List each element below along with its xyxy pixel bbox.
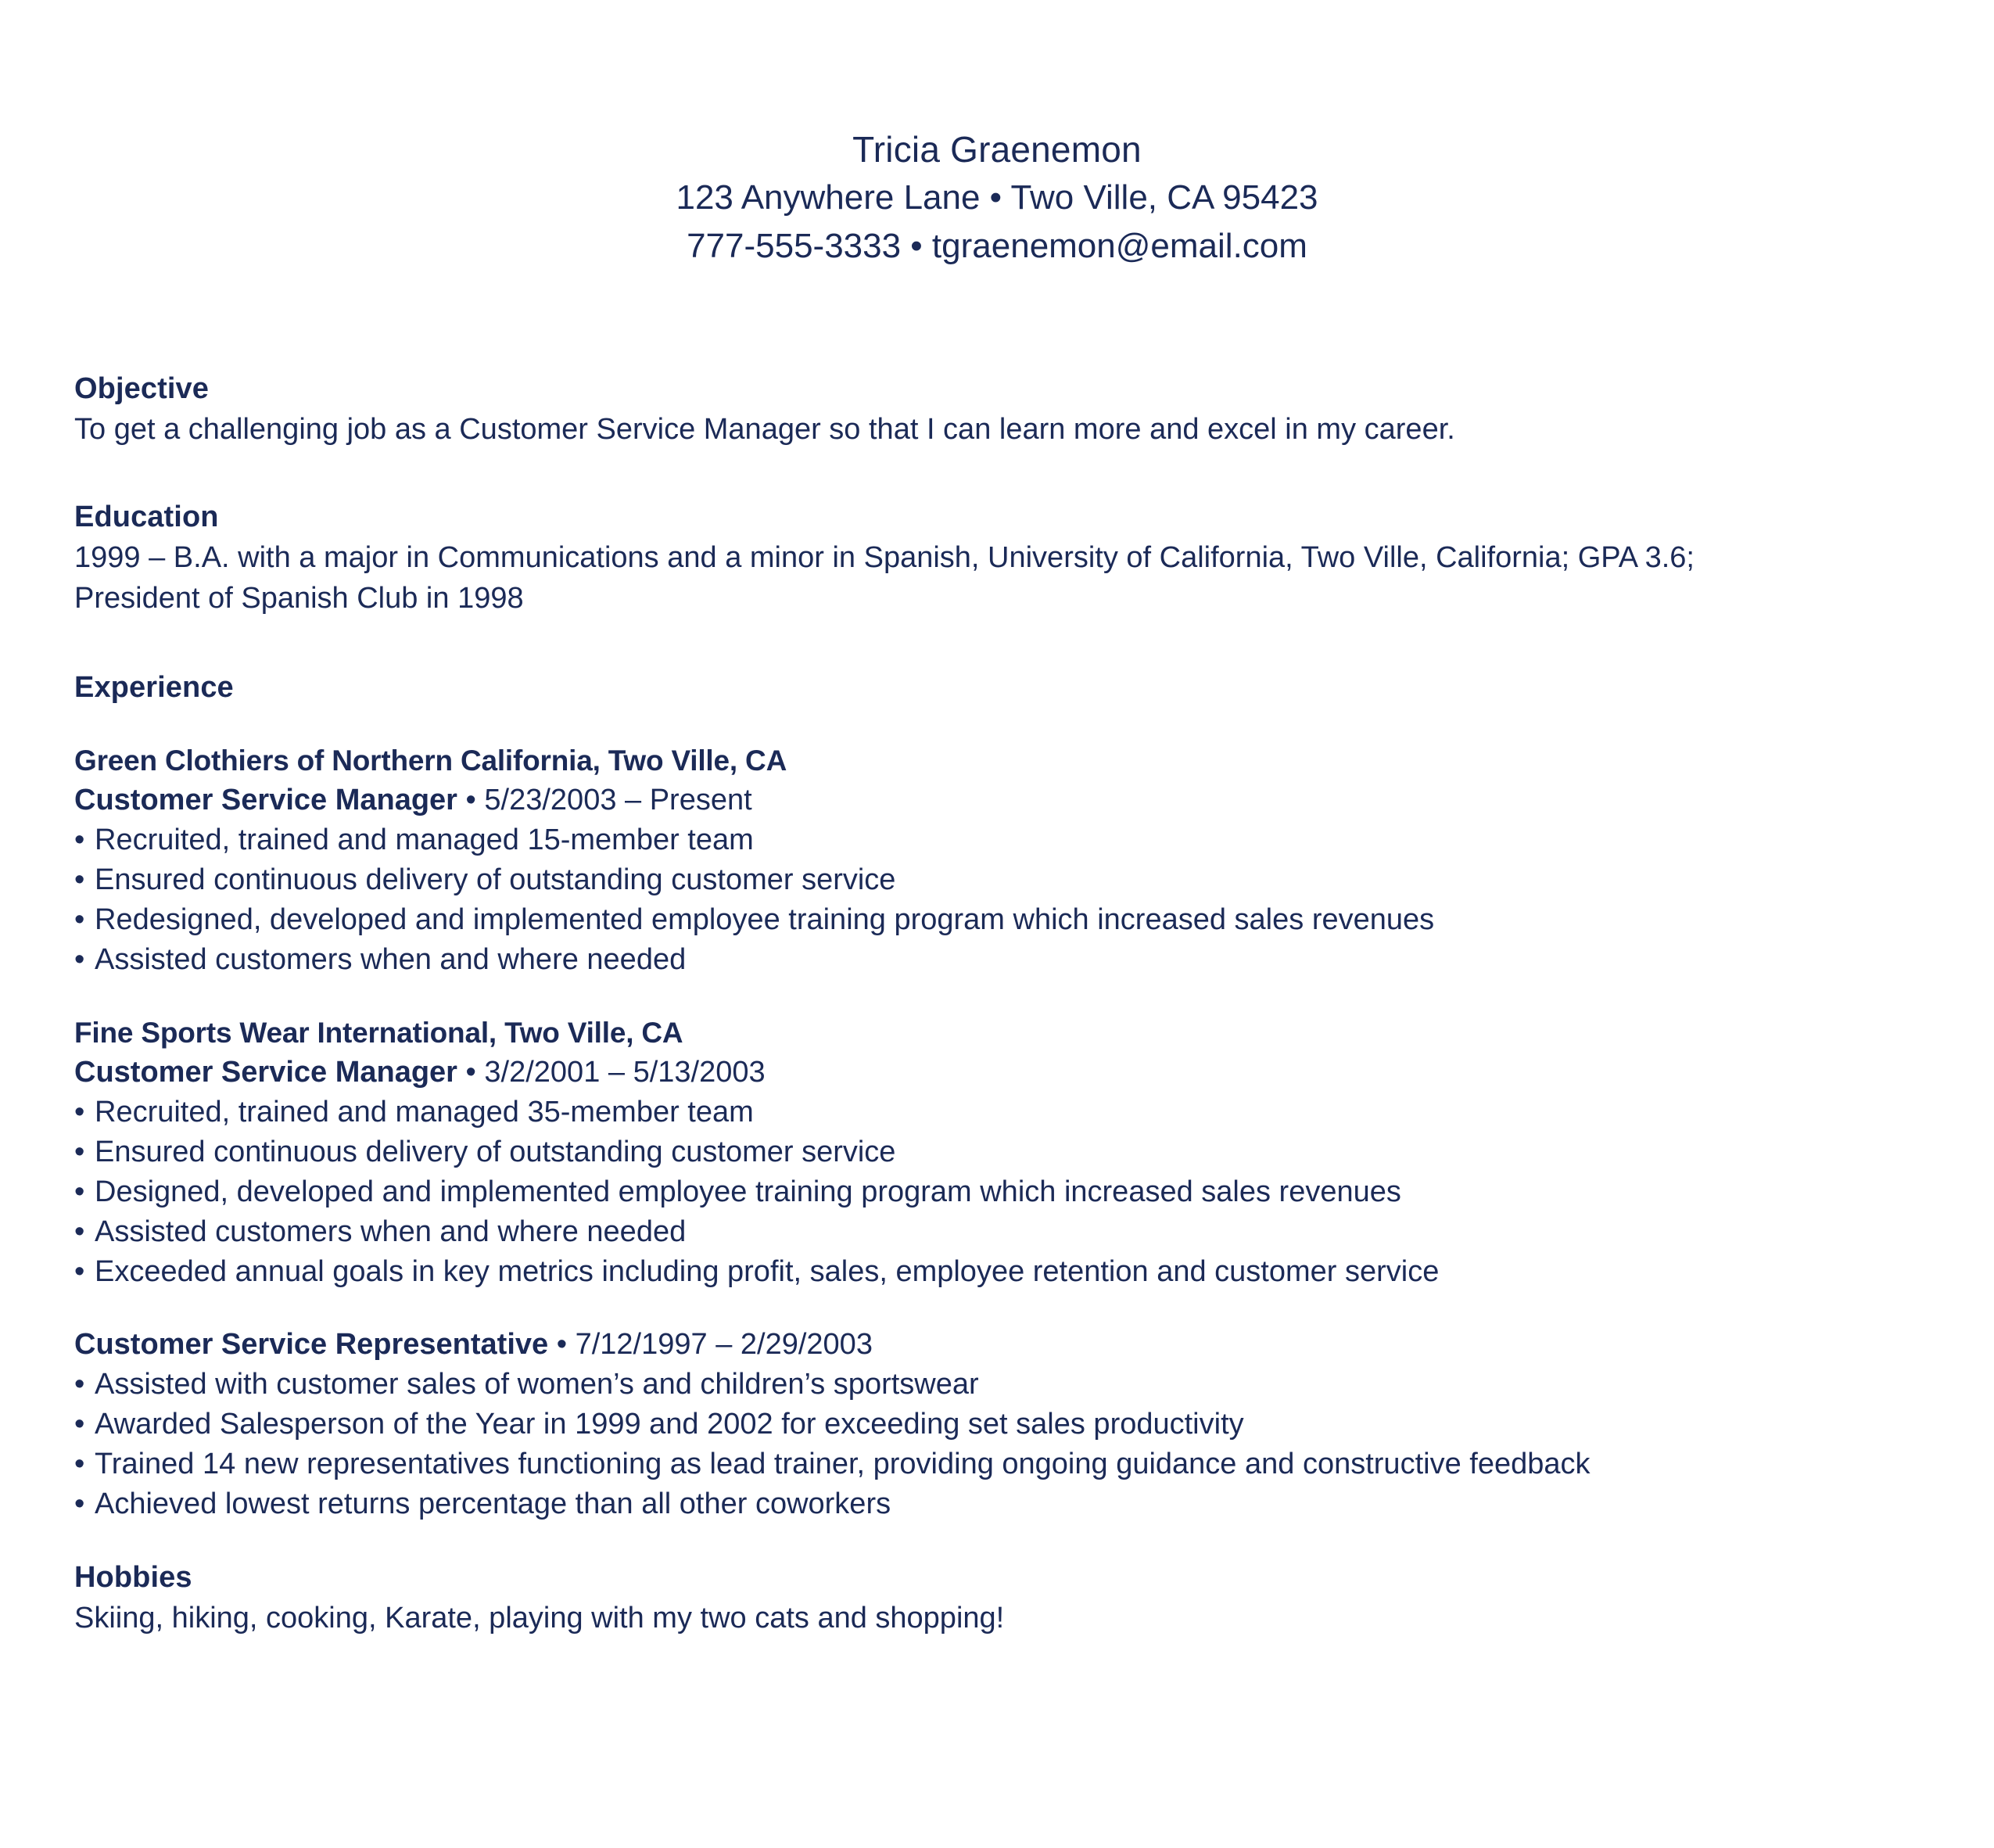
job-dates: 5/23/2003 – Present — [484, 784, 752, 816]
job-dates: 3/2/2001 – 5/13/2003 — [484, 1056, 766, 1089]
list-item: • Assisted customers when and where needed — [74, 940, 1920, 980]
job-separator: • — [457, 784, 485, 816]
education-section — [74, 450, 1920, 619]
list-item: • Ensured continuous delivery of outstanding customer service — [74, 860, 1920, 900]
experience-entry — [74, 1013, 1920, 1292]
job-title-line — [74, 1053, 1920, 1093]
hobbies-heading: Hobbies — [74, 1561, 192, 1594]
job-bullets — [74, 1093, 1920, 1292]
job-title: Customer Service Manager — [74, 1056, 457, 1089]
job-separator: • — [457, 1056, 485, 1089]
list-item: • Redesigned, developed and implemented employee training program which increased sales revenues — [74, 900, 1920, 940]
employer-name: Fine Sports Wear International, Two Ville, CA — [74, 1017, 683, 1049]
employer-name: Green Clothiers of Northern California, Two Ville, CA — [74, 745, 787, 777]
candidate-contact: 777-555-3333 • tgraenemon@email.com — [687, 227, 1307, 265]
list-item: • Ensured continuous delivery of outstanding customer service — [74, 1132, 1920, 1172]
list-item: • Assisted customers when and where needed — [74, 1212, 1920, 1252]
hobbies-section — [74, 1524, 1920, 1638]
list-item: • Achieved lowest returns percentage than all other coworkers — [74, 1484, 1920, 1524]
list-item: • Trained 14 new representatives functioning as lead trainer, providing ongoing guidance and constructive feedback — [74, 1444, 1920, 1484]
list-item: • Exceeded annual goals in key metrics including profit, sales, employee retention and customer service — [74, 1252, 1920, 1292]
objective-heading: Objective — [74, 372, 209, 405]
list-item: • Awarded Salesperson of the Year in 1999 and 2002 for exceeding set sales productivity — [74, 1405, 1920, 1444]
education-line-1: 1999 – B.A. with a major in Communications and a minor in Spanish, University of California, Two Ville, California; GPA 3.6; — [74, 541, 1695, 574]
experience-section — [74, 619, 1920, 1524]
objective-section — [74, 271, 1920, 450]
candidate-address: 123 Anywhere Lane • Two Ville, CA 95423 — [676, 178, 1318, 217]
job-title: Customer Service Representative — [74, 1328, 549, 1361]
candidate-name: Tricia Graenemon — [852, 129, 1142, 170]
list-item: • Recruited, trained and managed 35-member team — [74, 1093, 1920, 1132]
job-title: Customer Service Manager — [74, 784, 457, 816]
job-bullets — [74, 820, 1920, 980]
education-line-2: President of Spanish Club in 1998 — [74, 582, 524, 615]
experience-entry — [74, 1325, 1920, 1524]
job-bullets — [74, 1365, 1920, 1524]
list-item: • Assisted with customer sales of women’s and children’s sportswear — [74, 1365, 1920, 1405]
resume-header — [74, 0, 1920, 271]
experience-heading: Experience — [74, 671, 234, 704]
job-dates: 7/12/1997 – 2/29/2003 — [575, 1328, 873, 1361]
job-title-line — [74, 1325, 1920, 1365]
education-heading: Education — [74, 501, 219, 533]
objective-text: To get a challenging job as a Customer Service Manager so that I can learn more and excel in my career. — [74, 413, 1455, 446]
list-item: • Designed, developed and implemented employee training program which increased sales revenues — [74, 1172, 1920, 1212]
list-item: • Recruited, trained and managed 15-member team — [74, 820, 1920, 860]
experience-entry — [74, 741, 1920, 980]
job-title-line — [74, 780, 1920, 820]
hobbies-text: Skiing, hiking, cooking, Karate, playing with my two cats and shopping! — [74, 1602, 1005, 1634]
job-separator: • — [548, 1328, 576, 1361]
